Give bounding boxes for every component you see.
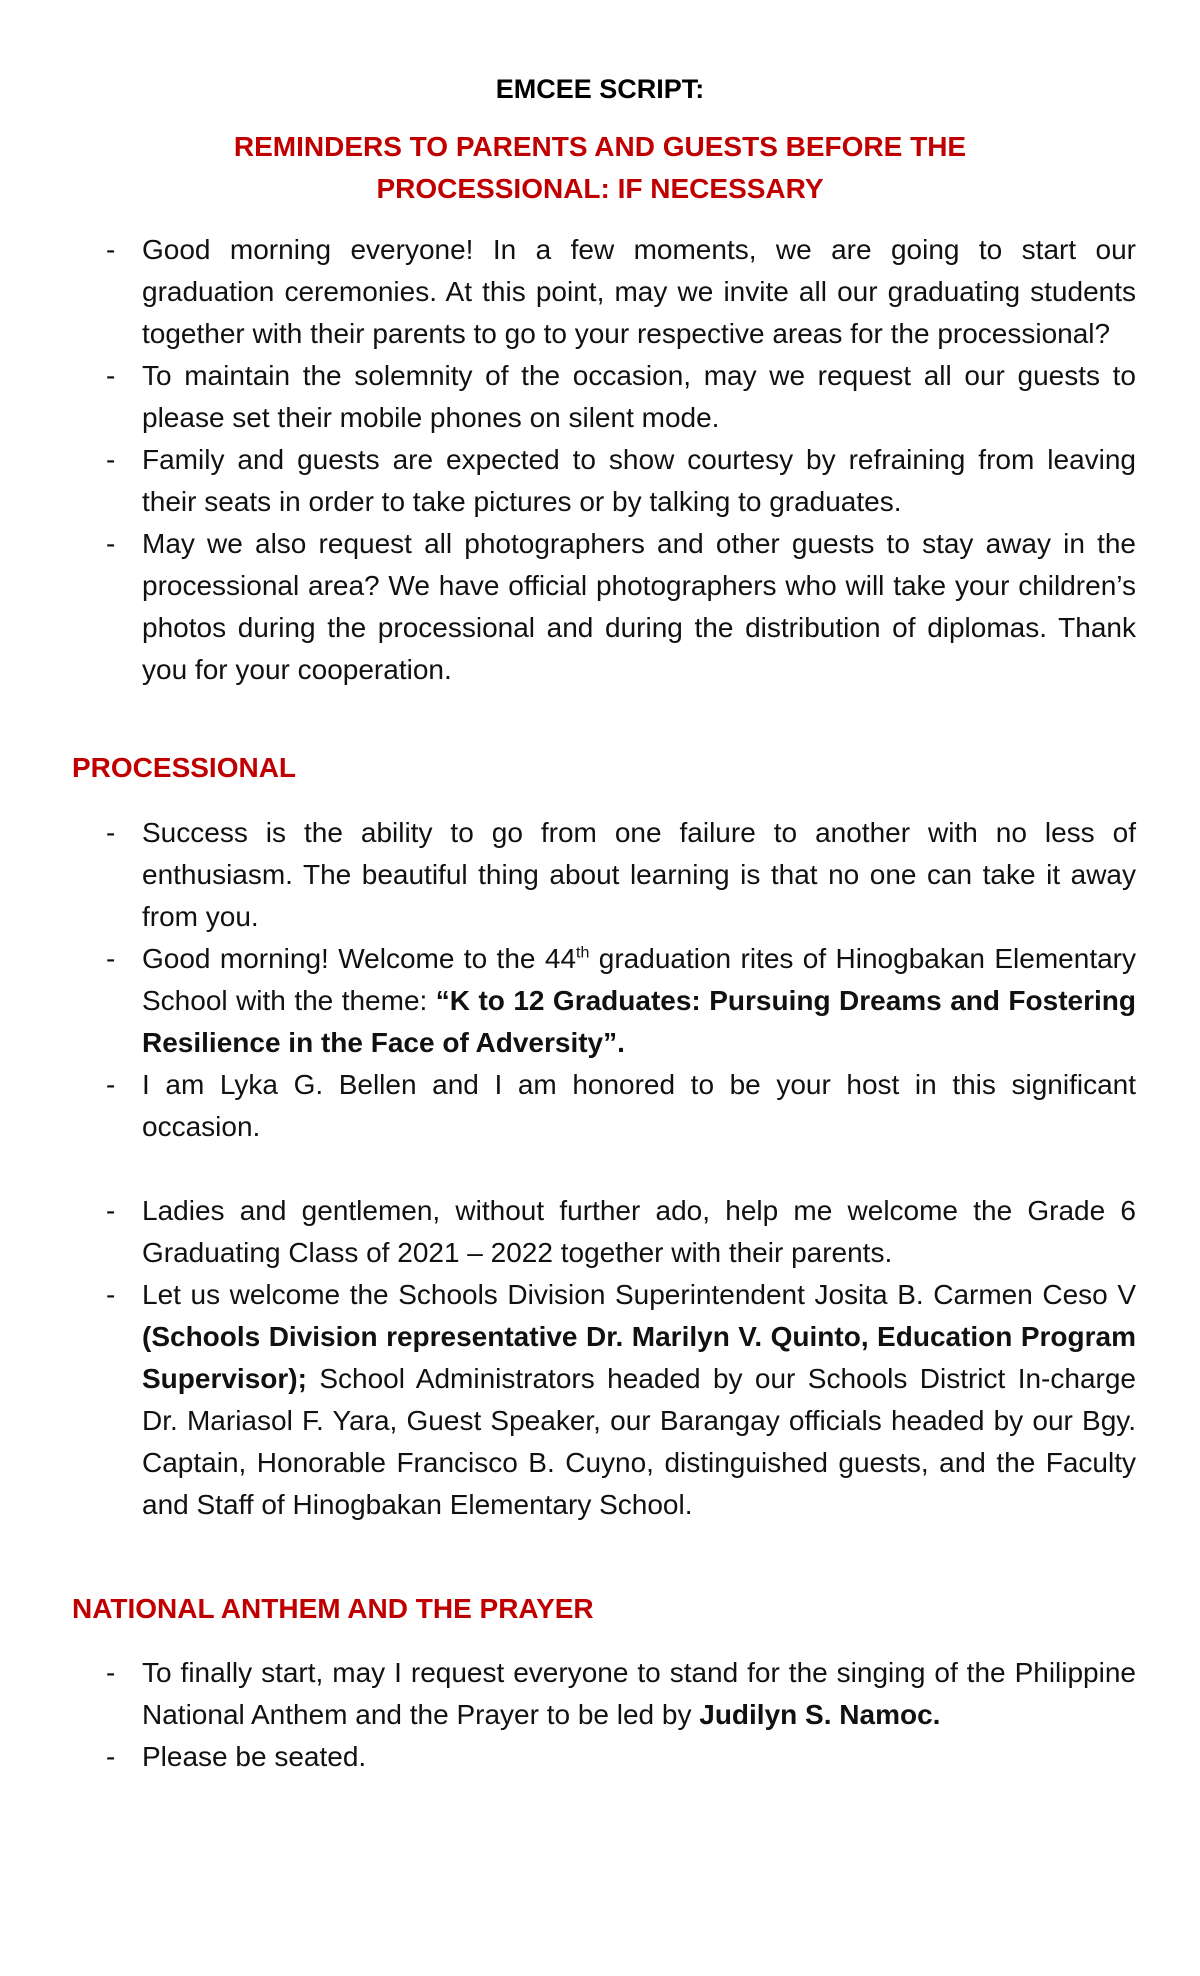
list-item bbox=[0, 523, 1136, 691]
welcome-guests-text-cont: School Administrators headed by our Schools District In-charge Dr. Mariasol F. Yara, Guest Speaker, our Barangay officials headed by our Bgy. Captain, Honorable Francisco B. Cuyno, distinguished guests, and the Faculty and Staff of Hinogbakan Elementary School. bbox=[142, 1363, 1136, 1520]
list-item bbox=[0, 1064, 1136, 1148]
prayer-leader-name: Judilyn S. Namoc. bbox=[699, 1699, 941, 1730]
list-item-text: Success is the ability to go from one failure to another with no less of enthusiasm. The beautiful thing about learning is that no one can take it away from you. bbox=[142, 817, 1136, 932]
bullet-dash: - bbox=[106, 817, 116, 848]
list-item bbox=[0, 439, 1136, 523]
welcome-text-cont: graduation rites of Hinogbakan Elementary School with the theme: bbox=[142, 943, 1136, 1016]
list-item bbox=[0, 229, 1136, 355]
bullet-dash: - bbox=[106, 444, 116, 475]
list-item bbox=[0, 938, 1136, 1064]
list-item-text: May we also request all photographers and other guests to stay away in the processional area? We have official photographers who will take your children’s photos during the processional and during the distribution of diplomas. Thank you for your cooperation. bbox=[142, 528, 1136, 685]
processional-heading: PROCESSIONAL bbox=[72, 752, 297, 783]
bullet-dash: - bbox=[106, 1657, 116, 1688]
bullet-dash: - bbox=[106, 234, 116, 265]
list-item-text: Please be seated. bbox=[142, 1741, 367, 1772]
list-item bbox=[0, 1736, 1136, 1778]
welcome-guests-text: Let us welcome the Schools Division Superintendent Josita B. Carmen Ceso V bbox=[142, 1279, 1136, 1310]
reminders-list bbox=[0, 229, 1200, 691]
list-item bbox=[0, 1190, 1136, 1274]
reminders-heading-line2: PROCESSIONAL: IF NECESSARY bbox=[376, 173, 824, 204]
anthem-heading: NATIONAL ANTHEM AND THE PRAYER bbox=[72, 1593, 594, 1624]
bullet-dash: - bbox=[106, 1195, 116, 1226]
bullet-dash: - bbox=[106, 1069, 116, 1100]
list-item-text: Family and guests are expected to show courtesy by refraining from leaving their seats in order to take pictures or by talking to graduates. bbox=[142, 444, 1136, 517]
list-item-text: To finally start, may I request everyone to stand for the singing of the Philippine National Anthem and the Prayer to be led by bbox=[142, 1657, 1136, 1730]
bullet-dash: - bbox=[106, 1279, 116, 1310]
list-item bbox=[0, 355, 1136, 439]
list-item-text: I am Lyka G. Bellen and I am honored to be your host in this significant occasion. bbox=[142, 1069, 1136, 1142]
division-representative: (Schools Division representative Dr. Marilyn V. Quinto, Education Program Supervisor); bbox=[142, 1321, 1136, 1394]
reminders-heading-line1: REMINDERS TO PARENTS AND GUESTS BEFORE THE bbox=[233, 131, 967, 162]
list-item bbox=[0, 1652, 1136, 1736]
list-item-text: Good morning everyone! In a few moments, we are going to start our graduation ceremonies. At this point, may we invite all our graduating students together with their parents to go to your respective areas for the processional? bbox=[142, 234, 1136, 349]
bullet-dash: - bbox=[106, 1741, 116, 1772]
welcome-text: Good morning! Welcome to the 44 bbox=[142, 943, 577, 974]
list-item bbox=[0, 1274, 1136, 1526]
list-item-text: Ladies and gentlemen, without further ado, help me welcome the Grade 6 Graduating Class of 2021 – 2022 together with their parents. bbox=[142, 1195, 1136, 1268]
document-title: EMCEE SCRIPT: bbox=[495, 74, 705, 104]
list-item bbox=[0, 812, 1136, 938]
list-item-text: To maintain the solemnity of the occasion, may we request all our guests to please set their mobile phones on silent mode. bbox=[142, 360, 1136, 433]
bullet-dash: - bbox=[106, 360, 116, 391]
bullet-dash: - bbox=[106, 528, 116, 559]
reminders-heading bbox=[150, 126, 1050, 210]
graduation-theme: “K to 12 Graduates: Pursuing Dreams and Fostering Resilience in the Face of Adversity”. bbox=[142, 985, 1136, 1058]
anthem-list bbox=[0, 1652, 1200, 1778]
ordinal-suffix: th bbox=[576, 944, 590, 962]
processional-list bbox=[0, 812, 1200, 1526]
bullet-dash: - bbox=[106, 943, 116, 974]
